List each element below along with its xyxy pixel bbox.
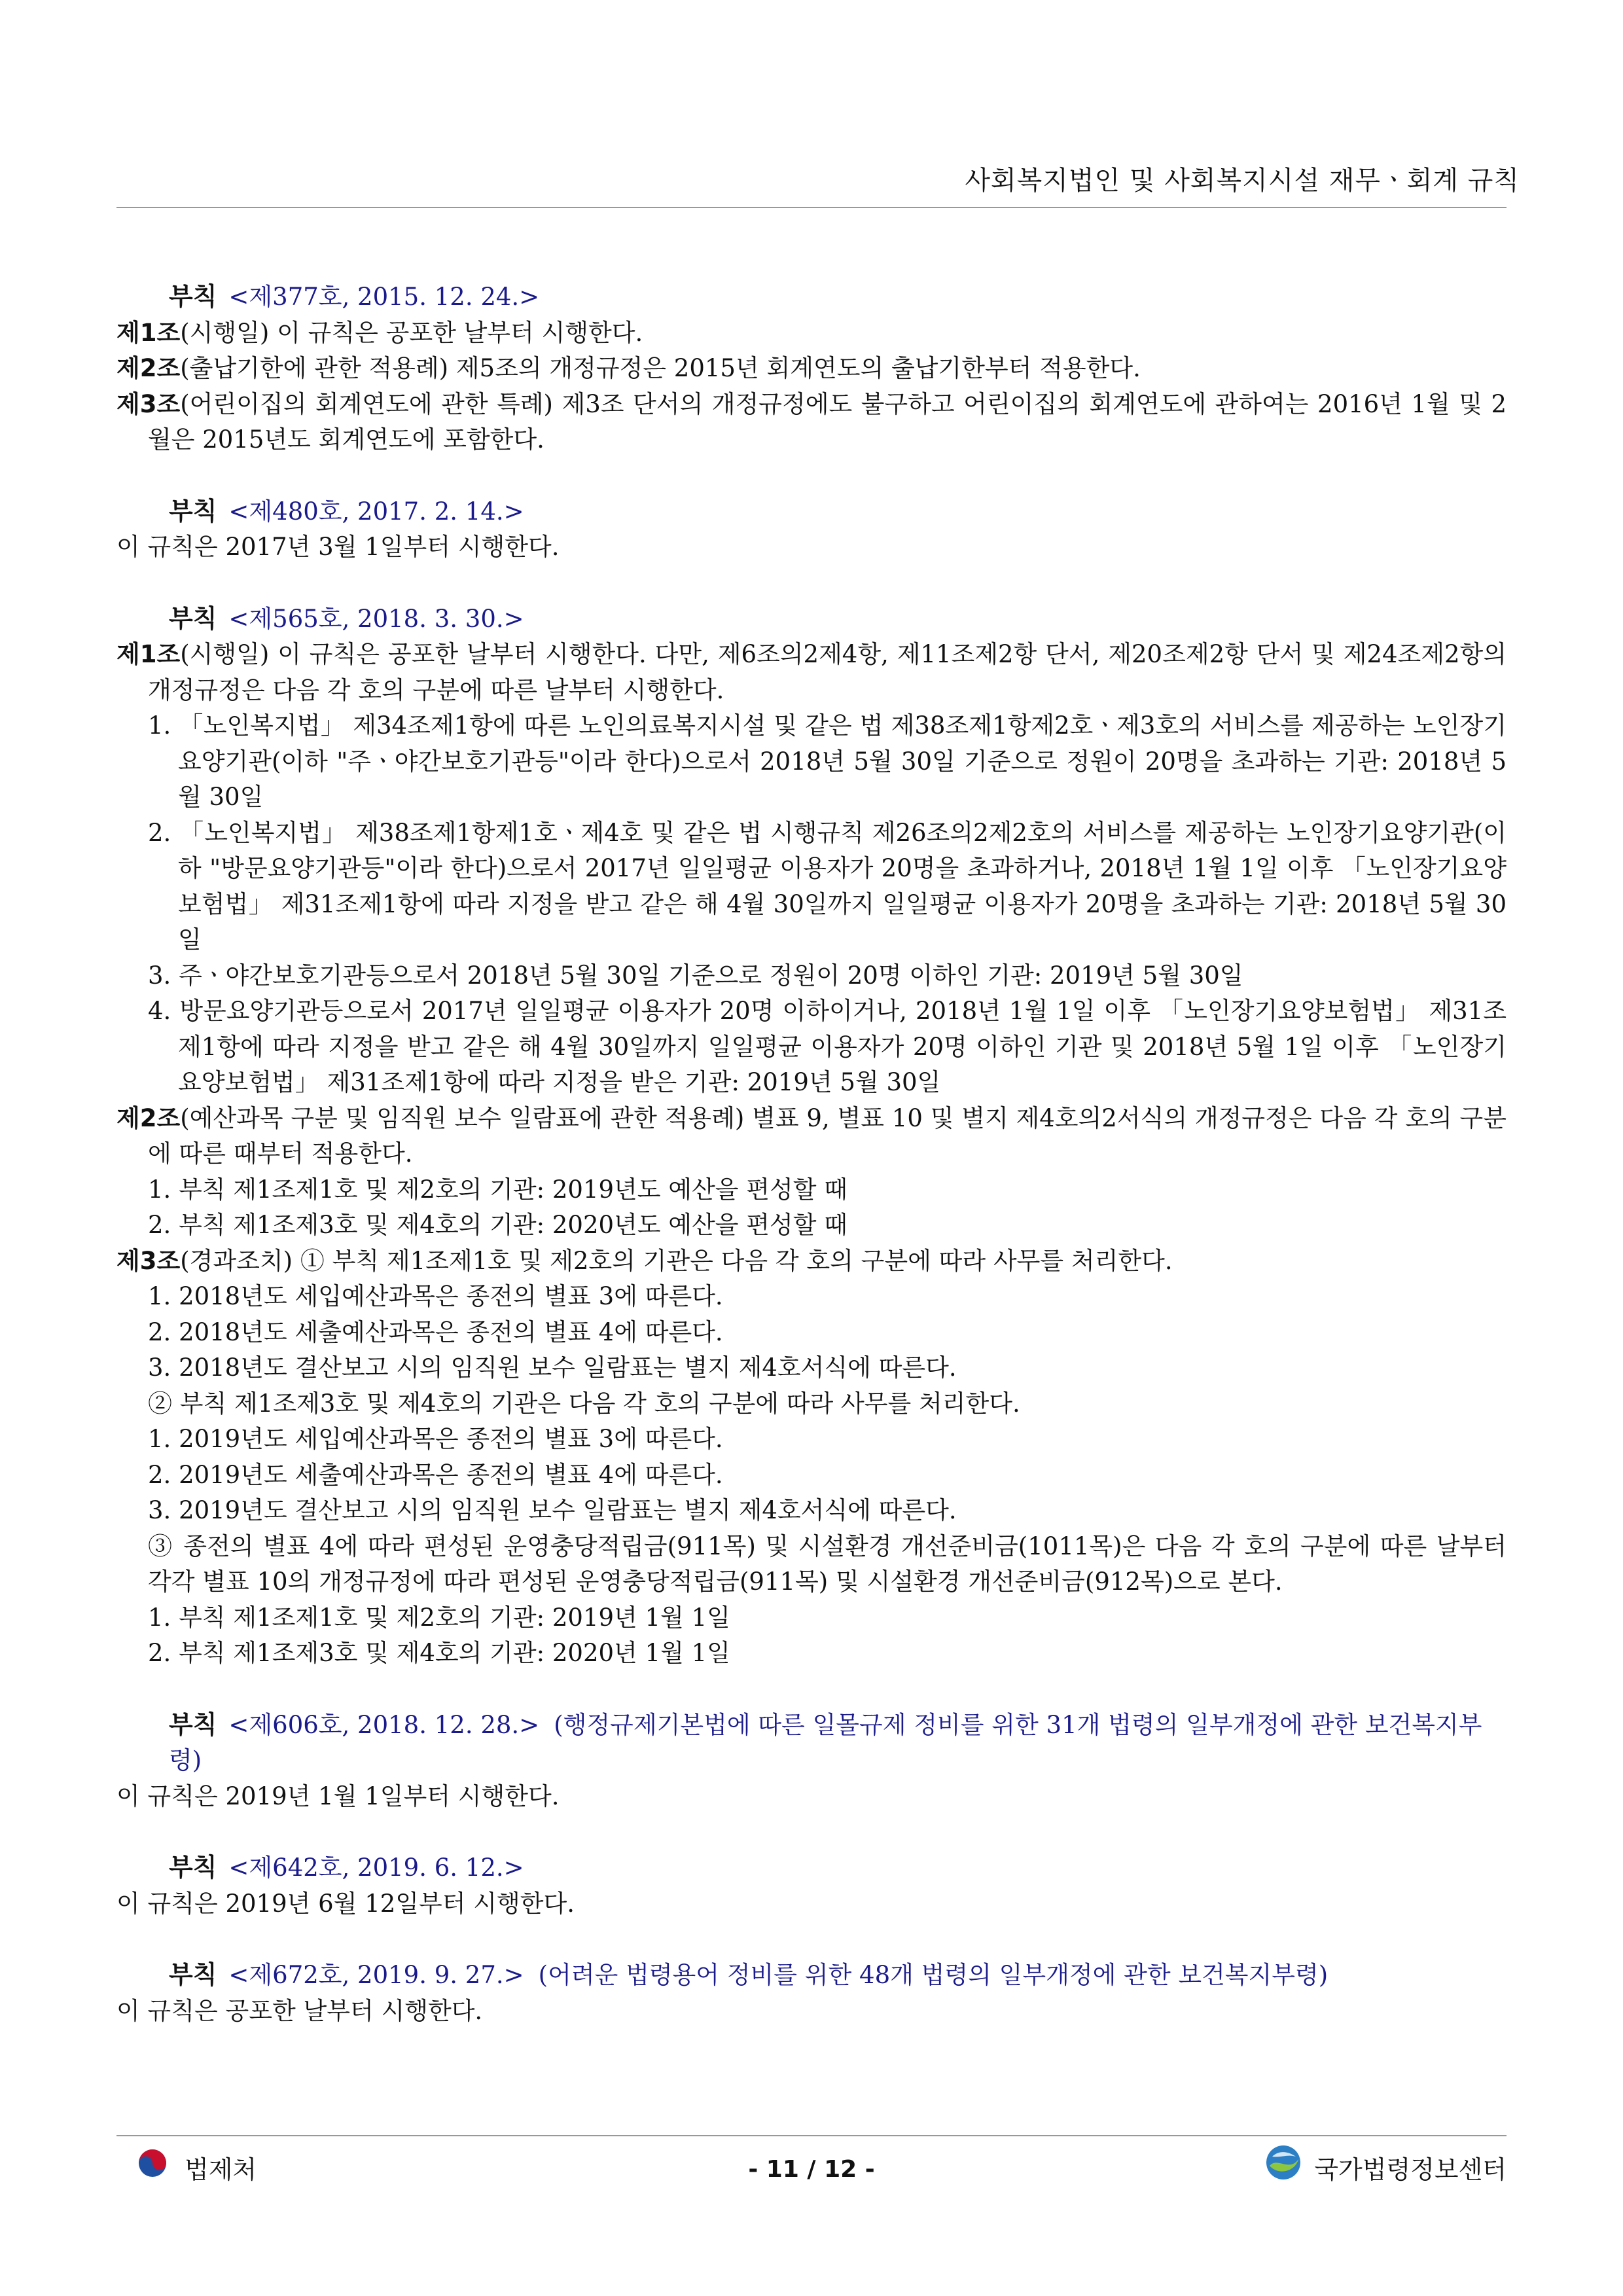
footer-divider xyxy=(116,2135,1507,2136)
section-heading xyxy=(116,1707,1507,1779)
article-text: (경과조치) ① 부칙 제1조제1호 및 제2호의 기관은 다음 각 호의 구분에 따라 사무를 처리한다. xyxy=(180,1246,1173,1275)
list-item: 3. 주ㆍ야간보호기관등으로서 2018년 5월 30일 기준으로 정원이 20명 이하인 기관: 2019년 5월 30일 xyxy=(148,961,1243,990)
list-item: 3. 2018년도 결산보고 시의 임직원 보수 일람표는 별지 제4호서식에 따른다. xyxy=(148,1354,957,1382)
list-item: 1. 부칙 제1조제1호 및 제2호의 기관: 2019년도 예산을 편성할 때 xyxy=(148,1175,847,1204)
list-item: 1. 2019년도 세입예산과목은 종전의 별표 3에 따른다. xyxy=(148,1425,723,1453)
footer-ministry-name: 법제처 xyxy=(185,2155,257,2184)
section-heading xyxy=(116,1957,1507,1994)
amendment-link[interactable]: <제480호, 2017. 2. 14.> xyxy=(228,497,524,526)
clause-paragraph: ② 부칙 제1조제3호 및 제4호의 기관은 다음 각 호의 구분에 따라 사무를 처리한다. xyxy=(148,1389,1020,1418)
article xyxy=(116,351,1507,387)
paragraph: 이 규칙은 2019년 1월 1일부터 시행한다. xyxy=(116,1782,560,1810)
article xyxy=(116,637,1507,708)
article-text: (예산과목 구분 및 임직원 보수 일람표에 관한 적용례) 별표 9, 별표 10 및 별지 제4호의2서식의 개정규정은 다음 각 호의 구분에 따른 때부터 적용한다. xyxy=(148,1103,1507,1168)
supplementary-provision-section xyxy=(116,1850,1507,1922)
amendment-link[interactable]: <제642호, 2019. 6. 12.> xyxy=(228,1854,524,1882)
list-item: 4. 방문요양기관등으로서 2017년 일일평균 이용자가 20명 이하이거나, 2018년 1월 1일 이후 「노인장기요양보험법」 제31조제1항에 따라 지정을 받고 같은 해 4월 30일까지 일일평균 이용자가 20명 이하인 기관 및 2018년 5월 1일 이후 「노인장기요양보험법」 제31조제1항에 따라 지정을 받은 기관: 2019년 5월 30일 xyxy=(148,997,1507,1096)
article-text: (어린이집의 회계연도에 관한 특례) 제3조 단서의 개정규정에도 불구하고 어린이집의 회계연도에 관하여는 2016년 1월 및 2월은 2015년도 회계연도에 포함한다. xyxy=(148,389,1507,454)
article-number: 제3조 xyxy=(116,389,181,418)
section-heading xyxy=(116,601,1507,637)
supplementary-provision-section xyxy=(116,493,1507,565)
list-item: 3. 2019년도 결산보고 시의 임직원 보수 일람표는 별지 제4호서식에 따른다. xyxy=(148,1496,957,1524)
supplementary-provision-section xyxy=(116,601,1507,1672)
article-text: (시행일) 이 규칙은 공포한 날부터 시행한다. xyxy=(180,318,643,347)
amendment-note: (행정규제기본법에 따른 일몰규제 정비를 위한 31개 법령의 일부개정에 관한 보건복지부령) xyxy=(169,1710,1482,1774)
list-item: 1. 부칙 제1조제1호 및 제2호의 기관: 2019년 1월 1일 xyxy=(148,1603,730,1632)
section-label: 부칙 xyxy=(169,1960,217,1989)
clause-paragraph: ③ 종전의 별표 4에 따라 편성된 운영충당적립금(911목) 및 시설환경 개선준비금(1011목)은 다음 각 호의 구분에 따른 날부터 각각 별표 10의 개정규정에 따라 편성된 운영충당적립금(911목) 및 시설환경 개선준비금(912목)으로 본다. xyxy=(148,1532,1507,1596)
article-text: (출납기한에 관한 적용례) 제5조의 개정규정은 2015년 회계연도의 출납기한부터 적용한다. xyxy=(180,354,1141,382)
paragraph: 이 규칙은 2019년 6월 12일부터 시행한다. xyxy=(116,1889,575,1918)
section-label: 부칙 xyxy=(169,1710,217,1739)
article-number: 제2조 xyxy=(116,354,181,382)
list-item: 1. 2018년도 세입예산과목은 종전의 별표 3에 따른다. xyxy=(148,1282,723,1310)
document-body xyxy=(116,279,1507,2029)
supplementary-provision-section xyxy=(116,1707,1507,1815)
section-label: 부칙 xyxy=(169,496,217,526)
list-item: 2. 부칙 제1조제3호 및 제4호의 기관: 2020년도 예산을 편성할 때 xyxy=(148,1211,847,1239)
document-header-title: 사회복지법인 및 사회복지시설 재무ㆍ회계 규칙 xyxy=(965,166,1520,196)
article-number: 제1조 xyxy=(116,640,181,668)
article xyxy=(116,387,1507,458)
section-label: 부칙 xyxy=(169,282,217,311)
list-item: 2. 「노인복지법」 제38조제1항제1호ㆍ제4호 및 같은 법 시행규칙 제26조의2제2호의 서비스를 제공하는 노인장기요양기관(이하 "방문요양기관등"이라 한다)으로서 2017년 일일평균 이용자가 20명을 초과하거나, 2018년 1월 1일 이후 「노인장기요양보험법」 제31조제1항에 따라 지정을 받고 같은 해 4월 30일까지 일일평균 이용자가 20명을 초과하는 기관: 2018년 5월 30일 xyxy=(148,818,1507,954)
article xyxy=(116,1244,1507,1280)
paragraph: 이 규칙은 공포한 날부터 시행한다. xyxy=(116,1996,483,2025)
article xyxy=(116,315,1507,351)
page-number: - 11 / 12 - xyxy=(748,2156,875,2183)
article xyxy=(116,1101,1507,1172)
paragraph: 이 규칙은 2017년 3월 1일부터 시행한다. xyxy=(116,533,560,561)
section-heading xyxy=(116,279,1507,315)
article-number: 제2조 xyxy=(116,1103,181,1132)
article-number: 제1조 xyxy=(116,318,181,347)
footer-right xyxy=(1264,2147,1507,2193)
article-text: (시행일) 이 규칙은 공포한 날부터 시행한다. 다만, 제6조의2제4항, 제11조제2항 단서, 제20조제2항 단서 및 제24조제2항의 개정규정은 다음 각 호의 구분에 따른 날부터 시행한다. xyxy=(148,640,1507,704)
footer-center-name: 국가법령정보센터 xyxy=(1314,2155,1507,2184)
list-item: 2. 2018년도 세출예산과목은 종전의 별표 4에 따른다. xyxy=(148,1318,723,1346)
law-center-logo-icon xyxy=(1264,2144,1302,2196)
section-label: 부칙 xyxy=(169,603,217,633)
supplementary-provision-section xyxy=(116,1957,1507,2029)
list-item: 2. 2019년도 세출예산과목은 종전의 별표 4에 따른다. xyxy=(148,1460,723,1489)
supplementary-provision-section xyxy=(116,279,1507,458)
amendment-note: (어려운 법령용어 정비를 위한 48개 법령의 일부개정에 관한 보건복지부령) xyxy=(538,1961,1329,1989)
amendment-link[interactable]: <제672호, 2019. 9. 27.> xyxy=(228,1961,524,1989)
amendment-link[interactable]: <제565호, 2018. 3. 30.> xyxy=(228,604,524,633)
section-label: 부칙 xyxy=(169,1853,217,1882)
section-heading xyxy=(116,493,1507,530)
section-heading xyxy=(116,1850,1507,1886)
amendment-link[interactable]: <제377호, 2015. 12. 24.> xyxy=(228,283,540,311)
header-divider xyxy=(116,207,1507,208)
amendment-link[interactable]: <제606호, 2018. 12. 28.> xyxy=(228,1710,540,1739)
list-item: 2. 부칙 제1조제3호 및 제4호의 기관: 2020년 1월 1일 xyxy=(148,1639,730,1667)
list-item: 1. 「노인복지법」 제34조제1항에 따른 노인의료복지시설 및 같은 법 제38조제1항제2호ㆍ제3호의 서비스를 제공하는 노인장기요양기관(이하 "주ㆍ야간보호기관등"이라 한다)으로서 2018년 5월 30일 기준으로 정원이 20명을 초과하는 기관: 2018년 5월 30일 xyxy=(148,711,1507,811)
article-number: 제3조 xyxy=(116,1246,181,1275)
